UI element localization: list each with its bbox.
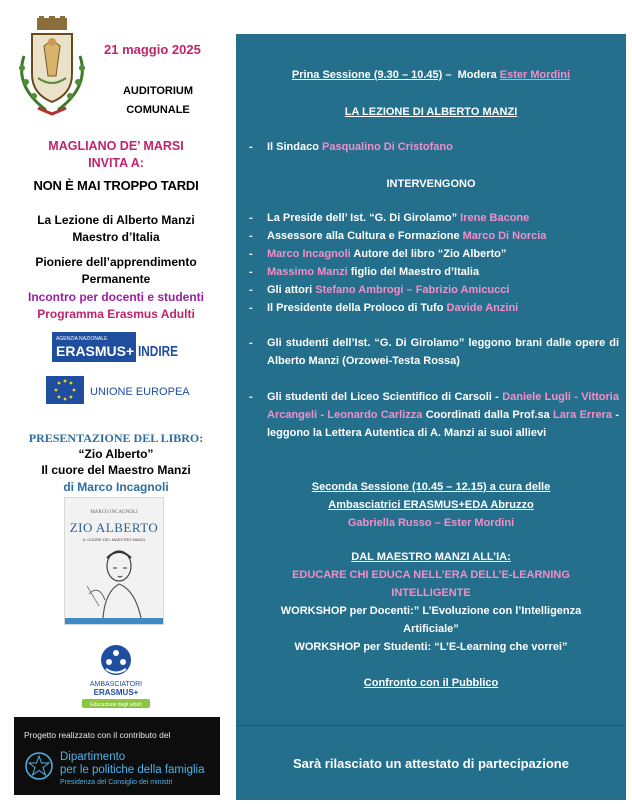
book-cover-subtitle: IL CUORE DEL MAESTRO MANZI	[83, 537, 145, 542]
project-dept-line3: Presidenza del Consiglio dei ministri	[60, 779, 173, 786]
list-item-speaker-5: - Gli attori Stefano Ambrogi – Fabrizio Amicucci	[249, 284, 510, 296]
erasmus-indire-logo	[52, 332, 180, 362]
book-subtitle: Il cuore del Maestro Manzi	[41, 463, 191, 477]
panel-divider	[236, 725, 626, 726]
speaker-4-label: figlio del Maestro d’Italia	[347, 266, 480, 278]
workshop-teachers-line2: Artificiale”	[403, 623, 459, 635]
lesson-title-line1: La Lezione di Alberto Manzi	[37, 213, 195, 227]
speaker-4-name: Massimo Manzi	[267, 266, 348, 278]
speaker-3-name: Marco Incagnoli	[267, 248, 351, 260]
session1-label: Prina Sessione (9.30 – 10.45)	[291, 69, 443, 81]
workshop-teachers-line1: WORKSHOP per Docenti:” L’Evoluzione con l’Intelligenza	[280, 605, 582, 617]
ai-heading: DAL MAESTRO MANZI ALL’IA:	[351, 551, 511, 563]
intervengono-heading: INTERVENGONO	[386, 178, 476, 190]
sindaco-label: Il Sindaco	[267, 141, 323, 153]
pioneer-line1: Pioniere dell’apprendimento	[35, 255, 197, 269]
book-cover-image	[64, 497, 164, 625]
workshop-students: WORKSHOP per Studenti: “L’E-Learning che vorrei”	[294, 641, 568, 653]
students-2-names: Daniele Lugli - Vittoria Arcangeli - Leonardo Carlizza	[267, 391, 619, 421]
ambassadors-line3: Educazione degli adulti	[90, 702, 142, 708]
ambassadors-line2: ERASMUS+	[93, 688, 139, 697]
speaker-2-label: Assessore alla Cultura e Formazione	[267, 230, 463, 242]
students-2-coord: Coordinati dalla Prof.sa	[422, 409, 554, 421]
project-top-text: Progetto realizzato con il contributo del	[24, 730, 171, 740]
speaker-6-name: Davide Anzini	[446, 302, 519, 314]
indire-text: INDIRE	[138, 343, 178, 360]
municipal-crest-icon	[10, 16, 94, 120]
speaker-5-label: Gli attori	[267, 284, 316, 296]
project-dept-line2: per le politiche della famiglia	[60, 764, 205, 776]
project-dept-line1: Dipartimento	[60, 751, 126, 763]
students-2-end: - leggono la Lettera Autentica di A. Manzi ai suoi allievi	[267, 409, 619, 439]
book-cover-band	[65, 618, 163, 624]
students-2-teacher: Lara Errera	[553, 409, 612, 421]
project-contribution-box	[14, 717, 220, 795]
list-item-speaker-6: - Il Presidente della Proloco di Tufo Davide Anzini	[249, 302, 519, 314]
speaker-1-name: Irene Bacone	[460, 212, 530, 224]
town-name: MAGLIANO DE’ MARSI	[48, 139, 184, 153]
list-item-speaker-1: - La Preside dell’ Ist. “G. Di Girolamo” Irene Bacone	[249, 212, 530, 224]
list-item-speaker-4: - Massimo Manzi figlio del Maestro d’Italia	[249, 266, 480, 278]
ai-subheading-line1: EDUCARE CHI EDUCA NELL’ERA DELL’E-LEARNING	[292, 569, 570, 581]
list-item-students-1: - Gli studenti dell’Ist. “G. Di Girolamo” leggono brani dalle opere di Alberto Manzi (Orzowei-Testa Rossa)	[249, 334, 619, 370]
ambassadors-line1: AMBASCIATORI	[89, 681, 143, 688]
session2-names: Gabriella Russo – Ester Mordini	[347, 517, 515, 529]
meeting-line: Incontro per docenti e studenti	[27, 290, 204, 304]
venue-line1: AUDITORIUM	[122, 85, 194, 97]
left-column	[0, 0, 232, 804]
session2-line1: Seconda Sessione (10.45 – 12.15) a cura delle	[311, 481, 551, 493]
eu-flag-logo	[46, 376, 190, 406]
students-1-text: Gli studenti dell’Ist. “G. Di Girolamo” leggono brani dalle opere di Alberto Manzi (Orzowei-Testa Rossa)	[267, 337, 619, 367]
speaker-1-label: La Preside dell’ Ist. “G. Di Girolamo”	[267, 212, 461, 224]
venue	[110, 82, 206, 120]
program-panel	[236, 34, 626, 800]
list-item-speaker-2: - Assessore alla Cultura e Formazione Marco Di Norcia	[249, 230, 547, 242]
session2-line2: Ambasciatrici ERASMUS+EDA Abruzzo	[328, 499, 534, 511]
italian-republic-emblem-icon	[24, 751, 54, 781]
eu-text: UNIONE EUROPEA	[90, 386, 190, 398]
speaker-6-label: Il Presidente della Proloco di Tufo	[267, 302, 447, 314]
event-date: 21 maggio 2025	[104, 42, 201, 57]
portrait-sketch-icon	[83, 544, 147, 618]
slogan: NON È MAI TROPPO TARDI	[33, 178, 199, 193]
book-author: di Marco Incagnoli	[63, 480, 169, 494]
book-cover-title: ZIO ALBERTO	[69, 520, 159, 535]
pioneer-line2: Permanente	[81, 272, 151, 286]
book-presentation-heading: PRESENTAZIONE DEL LIBRO:	[28, 431, 204, 445]
erasmus-agency-small: AGENZIA NAZIONALE	[56, 336, 108, 342]
list-item-speaker-3: - Marco Incagnoli Autore del libro “Zio Alberto”	[249, 248, 507, 260]
list-item-sindaco: - Il Sindaco Pasqualino Di Cristofano	[249, 141, 453, 153]
ai-subheading-line2: INTELLIGENTE	[391, 587, 471, 599]
erasmus-ambassadors-logo	[76, 638, 156, 710]
lesson-heading: LA LEZIONE DI ALBERTO MANZI	[344, 106, 518, 118]
session1-moderator-label: – Modera	[442, 69, 500, 81]
book-title-quote: “Zio Alberto”	[78, 447, 154, 461]
list-item-students-2: - Gli studenti del Liceo Scientifico di Carsoli - Daniele Lugli - Vittoria Arcangeli - Leonardo Carlizza Coordinati dalla Prof.sa Lara Errera - leggono la Lettera Autentica di A. Manzi ai suoi allievi	[249, 391, 619, 439]
venue-line2: COMUNALE	[126, 104, 190, 116]
lesson-title-line2: Maestro d’Italia	[72, 230, 160, 244]
speaker-2-name: Marco Di Norcia	[462, 230, 547, 242]
session1-moderator: Ester Mordini	[499, 69, 571, 81]
certificate-note: Sarà rilasciato un attestato di partecipazione	[293, 756, 569, 771]
speaker-3-label: Autore del libro “Zio Alberto”	[350, 248, 507, 260]
confronto: Confronto con il Pubblico	[363, 677, 499, 689]
book-cover-author: MARCO INCAGNOLI	[90, 510, 138, 515]
sindaco-name: Pasqualino Di Cristofano	[322, 141, 453, 153]
speaker-5-name: Stefano Ambrogi – Fabrizio Amicucci	[315, 284, 510, 296]
students-2-intro: Gli studenti del Liceo Scientifico di Carsoli -	[267, 391, 503, 403]
invita-label: INVITA A:	[88, 156, 144, 170]
programme-line: Programma Erasmus Adulti	[37, 307, 195, 321]
session1-line	[236, 66, 626, 84]
erasmus-logo-text: ERASMUS+	[56, 343, 135, 359]
